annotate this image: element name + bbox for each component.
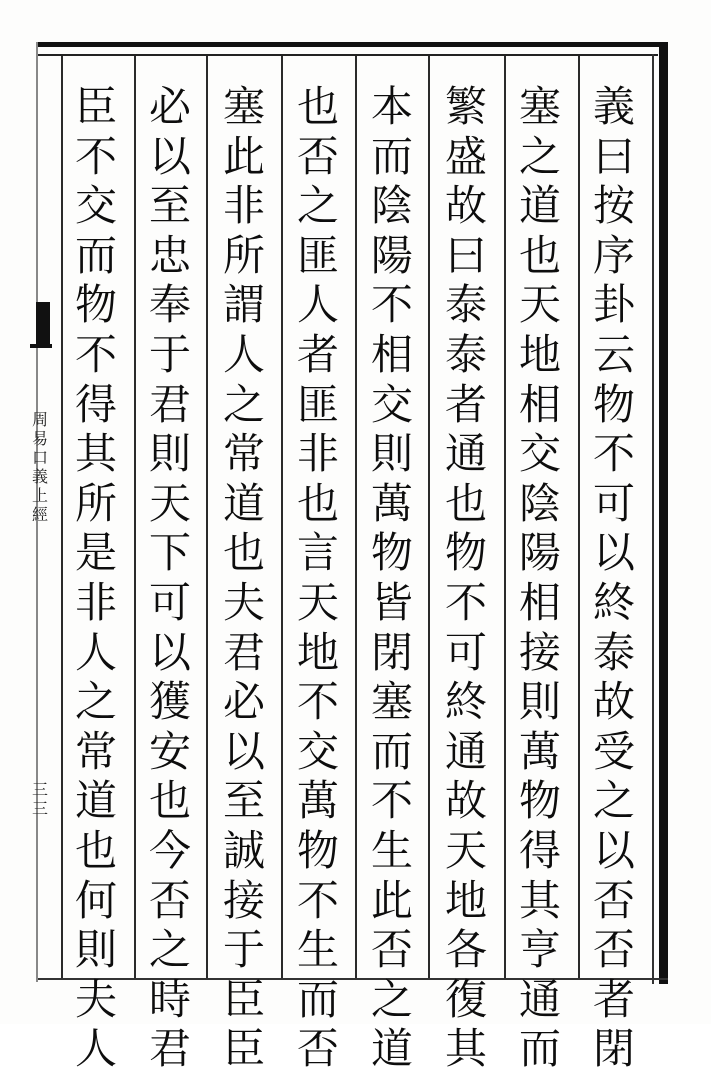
glyph: 也 <box>444 478 487 528</box>
glyph: 交 <box>370 379 413 429</box>
glyph: 今 <box>148 825 191 875</box>
glyph: 泰 <box>444 280 487 330</box>
glyph: 否 <box>296 131 339 181</box>
glyph: 物 <box>592 379 635 429</box>
glyph: 通 <box>518 974 561 1024</box>
glyph: 匪 <box>296 379 339 429</box>
glyph: 故 <box>444 776 487 826</box>
glyph: 人 <box>74 1024 117 1074</box>
glyph: 受 <box>592 726 635 776</box>
glyph: 萬 <box>370 478 413 528</box>
glyph: 也 <box>518 230 561 280</box>
glyph: 以 <box>592 825 635 875</box>
glyph: 天 <box>518 280 561 330</box>
column-rule <box>206 56 208 978</box>
glyph: 道 <box>518 181 561 231</box>
glyph: 至 <box>148 181 191 231</box>
glyph: 否 <box>592 875 635 925</box>
glyph: 不 <box>592 429 635 479</box>
column-rule <box>281 56 283 978</box>
glyph: 天 <box>296 577 339 627</box>
glyph: 交 <box>296 726 339 776</box>
glyph: 人 <box>296 280 339 330</box>
text-column <box>144 82 196 1074</box>
glyph: 本 <box>370 82 413 131</box>
glyph: 之 <box>222 379 265 429</box>
column-rule <box>578 56 580 978</box>
glyph: 萬 <box>296 776 339 826</box>
glyph: 君 <box>148 1024 191 1074</box>
glyph: 終 <box>444 677 487 727</box>
glyph: 否 <box>296 1024 339 1074</box>
glyph: 下 <box>148 528 191 578</box>
glyph: 閉 <box>592 1024 635 1074</box>
text-column <box>70 82 122 1074</box>
glyph: 不 <box>370 776 413 826</box>
glyph: 曰 <box>444 230 487 280</box>
glyph: 言 <box>296 528 339 578</box>
glyph: 亨 <box>518 925 561 975</box>
glyph: 塞 <box>222 82 265 131</box>
glyph: 而 <box>370 726 413 776</box>
glyph: 故 <box>444 181 487 231</box>
glyph: 得 <box>74 379 117 429</box>
glyph: 于 <box>148 329 191 379</box>
glyph: 繁 <box>444 82 487 131</box>
glyph: 通 <box>444 726 487 776</box>
column-rule <box>504 56 506 978</box>
glyph: 君 <box>222 627 265 677</box>
glyph: 地 <box>296 627 339 677</box>
glyph: 復 <box>444 974 487 1024</box>
fish-tail-block-icon <box>36 302 50 346</box>
glyph: 云 <box>592 329 635 379</box>
glyph: 至 <box>222 776 265 826</box>
glyph: 可 <box>148 577 191 627</box>
text-column <box>218 82 270 1074</box>
text-column <box>514 82 566 1074</box>
glyph: 臣 <box>222 974 265 1024</box>
glyph: 以 <box>222 726 265 776</box>
glyph: 常 <box>222 429 265 479</box>
glyph: 陰 <box>370 181 413 231</box>
glyph: 此 <box>222 131 265 181</box>
glyph: 不 <box>296 875 339 925</box>
glyph: 物 <box>296 825 339 875</box>
glyph: 相 <box>518 577 561 627</box>
glyph: 物 <box>74 280 117 330</box>
glyph: 之 <box>74 677 117 727</box>
glyph: 也 <box>296 478 339 528</box>
glyph: 于 <box>222 925 265 975</box>
glyph: 相 <box>518 379 561 429</box>
glyph: 卦 <box>592 280 635 330</box>
glyph: 也 <box>296 82 339 131</box>
text-column <box>366 82 418 1074</box>
glyph: 物 <box>444 528 487 578</box>
glyph: 泰 <box>444 329 487 379</box>
glyph: 所 <box>222 230 265 280</box>
glyph: 謂 <box>222 280 265 330</box>
glyph: 則 <box>370 429 413 479</box>
glyph: 交 <box>74 181 117 231</box>
glyph: 而 <box>296 974 339 1024</box>
text-column <box>292 82 344 1074</box>
glyph: 之 <box>296 181 339 231</box>
glyph: 按 <box>592 181 635 231</box>
glyph: 終 <box>592 577 635 627</box>
glyph: 其 <box>518 875 561 925</box>
glyph: 也 <box>148 776 191 826</box>
fish-tail-bar-icon <box>30 344 52 348</box>
glyph: 也 <box>222 528 265 578</box>
glyph: 忠 <box>148 230 191 280</box>
glyph: 誠 <box>222 825 265 875</box>
border-right <box>659 42 668 984</box>
glyph: 夫 <box>74 974 117 1024</box>
glyph: 之 <box>518 131 561 181</box>
glyph: 可 <box>592 478 635 528</box>
glyph: 曰 <box>592 131 635 181</box>
glyph: 而 <box>74 230 117 280</box>
glyph: 則 <box>518 677 561 727</box>
glyph: 以 <box>148 131 191 181</box>
glyph: 人 <box>222 329 265 379</box>
glyph: 道 <box>370 1024 413 1074</box>
glyph: 接 <box>222 875 265 925</box>
column-rule <box>61 56 63 978</box>
glyph: 奉 <box>148 280 191 330</box>
margin-page-number: 三 三 <box>31 780 48 818</box>
glyph: 不 <box>74 329 117 379</box>
glyph: 否 <box>148 875 191 925</box>
glyph: 是 <box>74 528 117 578</box>
glyph: 否 <box>370 925 413 975</box>
glyph: 非 <box>222 181 265 231</box>
glyph: 而 <box>370 131 413 181</box>
glyph: 獲 <box>148 677 191 727</box>
glyph: 非 <box>296 429 339 479</box>
glyph: 以 <box>148 627 191 677</box>
text-column <box>440 82 492 1074</box>
border-right-inner <box>652 54 654 984</box>
fish-tail-mark <box>18 300 48 980</box>
glyph: 之 <box>370 974 413 1024</box>
glyph: 此 <box>370 875 413 925</box>
glyph: 接 <box>518 627 561 677</box>
glyph: 交 <box>518 429 561 479</box>
glyph: 者 <box>444 379 487 429</box>
glyph: 地 <box>518 329 561 379</box>
glyph: 者 <box>592 974 635 1024</box>
glyph: 之 <box>148 925 191 975</box>
glyph: 不 <box>444 577 487 627</box>
glyph: 物 <box>370 528 413 578</box>
glyph: 臣 <box>74 82 117 131</box>
glyph: 生 <box>296 925 339 975</box>
glyph: 各 <box>444 925 487 975</box>
glyph: 則 <box>148 429 191 479</box>
glyph: 塞 <box>518 82 561 131</box>
glyph: 地 <box>444 875 487 925</box>
glyph: 匪 <box>296 230 339 280</box>
glyph: 非 <box>74 577 117 627</box>
glyph: 相 <box>370 329 413 379</box>
glyph: 物 <box>518 776 561 826</box>
glyph: 天 <box>444 825 487 875</box>
glyph: 得 <box>518 825 561 875</box>
glyph: 時 <box>148 974 191 1024</box>
border-top-inner <box>38 54 658 56</box>
glyph: 序 <box>592 230 635 280</box>
glyph: 不 <box>296 677 339 727</box>
glyph: 夫 <box>222 577 265 627</box>
glyph: 故 <box>592 677 635 727</box>
glyph: 者 <box>296 329 339 379</box>
column-rule <box>134 56 136 978</box>
glyph: 必 <box>148 82 191 131</box>
glyph: 則 <box>74 925 117 975</box>
glyph: 陽 <box>518 528 561 578</box>
glyph: 以 <box>592 528 635 578</box>
glyph: 閉 <box>370 627 413 677</box>
glyph: 通 <box>444 429 487 479</box>
glyph: 不 <box>74 131 117 181</box>
glyph: 安 <box>148 726 191 776</box>
glyph: 所 <box>74 478 117 528</box>
glyph: 也 <box>74 825 117 875</box>
glyph: 不 <box>370 280 413 330</box>
glyph: 萬 <box>518 726 561 776</box>
glyph: 生 <box>370 825 413 875</box>
glyph: 否 <box>592 925 635 975</box>
glyph: 其 <box>74 429 117 479</box>
glyph: 道 <box>74 776 117 826</box>
glyph: 皆 <box>370 577 413 627</box>
column-rule <box>428 56 430 978</box>
glyph: 天 <box>148 478 191 528</box>
glyph: 臣 <box>222 1024 265 1074</box>
text-column <box>588 82 640 1074</box>
glyph: 人 <box>74 627 117 677</box>
glyph: 其 <box>444 1024 487 1074</box>
glyph: 義 <box>592 82 635 131</box>
glyph: 盛 <box>444 131 487 181</box>
glyph: 塞 <box>370 677 413 727</box>
margin-book-title: 周 易 口 義 上 經 <box>31 410 48 524</box>
glyph: 常 <box>74 726 117 776</box>
glyph: 可 <box>444 627 487 677</box>
border-top <box>38 42 668 47</box>
column-rule <box>355 56 357 978</box>
glyph: 何 <box>74 875 117 925</box>
glyph: 君 <box>148 379 191 429</box>
glyph: 必 <box>222 677 265 727</box>
glyph: 泰 <box>592 627 635 677</box>
border-bottom <box>38 978 668 980</box>
glyph: 道 <box>222 478 265 528</box>
glyph: 陽 <box>370 230 413 280</box>
glyph: 陰 <box>518 478 561 528</box>
glyph: 而 <box>518 1024 561 1074</box>
glyph: 之 <box>592 776 635 826</box>
